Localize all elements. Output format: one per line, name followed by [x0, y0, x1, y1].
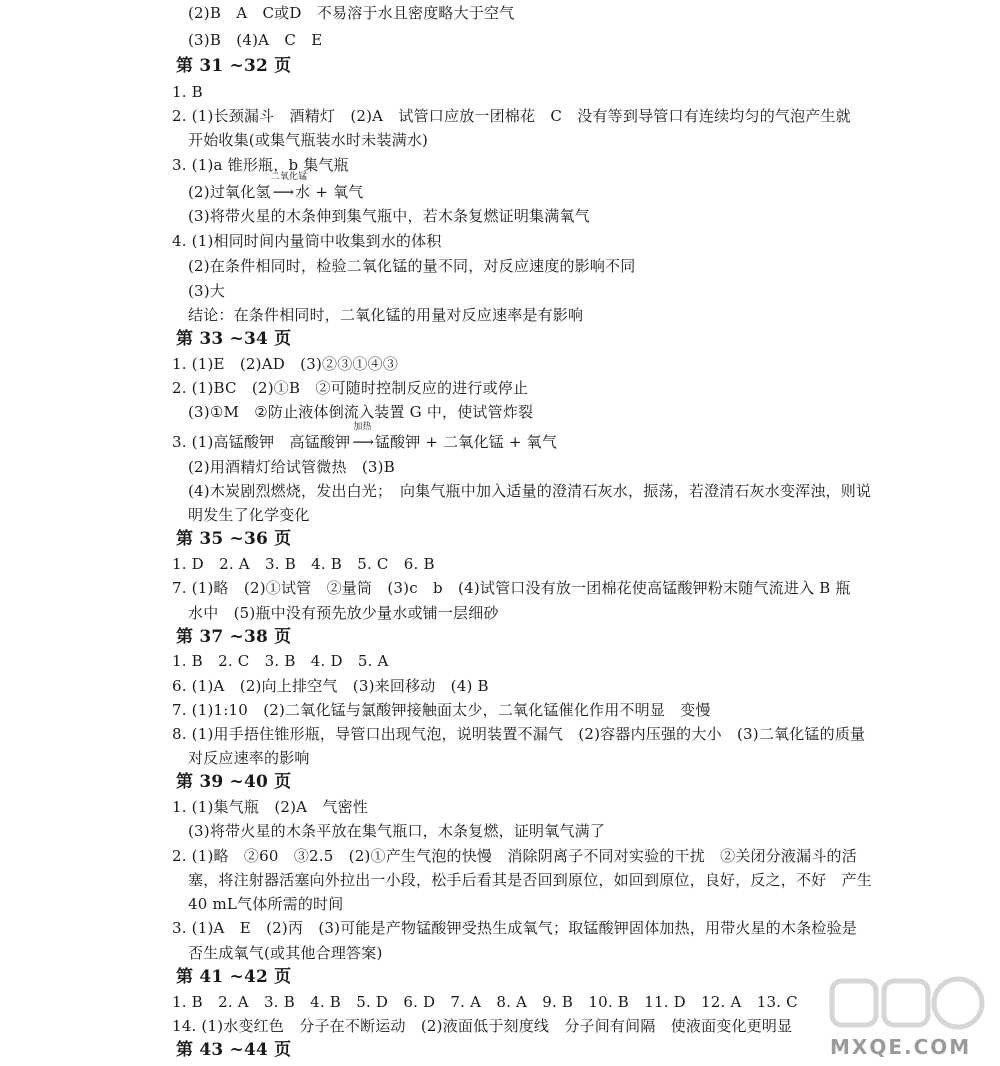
answer-line: 3. (1)A E (2)丙 (3)可能是产物锰酸钾受热生成氧气；取锰酸钾固体加热，用带火星的木条检验是: [172, 919, 858, 937]
reaction-reactant: 3. (1)高锰酸钾 高锰酸钾: [172, 433, 351, 451]
answer-line: 明发生了化学变化: [188, 506, 310, 524]
answer-line: 6. (1)A (2)向上排空气 (3)来回移动 (4) B: [172, 677, 489, 695]
answer-line: 4. (1)相同时间内量筒中收集到水的体积: [172, 232, 442, 250]
watermark-text: MXQE.COM: [830, 1035, 972, 1059]
page-range-heading: 第 41 ~42 页: [176, 967, 292, 987]
answer-line: (2)在条件相同时，检验二氧化锰的量不同，对反应速度的影响不同: [188, 257, 636, 275]
answer-line: 1. B 2. C 3. B 4. D 5. A: [172, 652, 389, 670]
answer-line: 1. D 2. A 3. B 4. B 5. C 6. B: [172, 555, 435, 573]
answer-line: 14. (1)水变红色 分子在不断运动 (2)液面低于刻度线 分子间有间隔 使液面变化更明显: [172, 1017, 793, 1035]
answer-line: 否生成氧气(或其他合理答案): [188, 944, 383, 962]
answer-line: (3)B (4)A C E: [188, 31, 323, 49]
answer-line: 水中 (5)瓶中没有预先放少量水或铺一层细砂: [188, 604, 499, 622]
reaction-reactant: (2)过氧化氢: [188, 183, 271, 201]
reaction-condition: 加热: [353, 422, 372, 432]
answer-line: 40 mL气体所需的时间: [188, 895, 344, 913]
reaction-condition: 二氧化锰: [270, 172, 308, 182]
page-range-heading: 第 31 ~32 页: [176, 56, 292, 76]
answer-line: 1. B: [172, 83, 203, 101]
answer-line: 结论：在条件相同时，二氧化锰的用量对反应速率是有影响: [188, 306, 584, 324]
reaction-line: [172, 422, 558, 452]
answer-line: (2)用酒精灯给试管微热 (3)B: [188, 458, 395, 476]
page-range-heading: 第 37 ~38 页: [176, 627, 292, 647]
answer-line: (3)将带火星的木条平放在集气瓶口，木条复燃，证明氧气满了: [188, 822, 606, 840]
answer-line: (4)木炭剧烈燃烧，发出白光； 向集气瓶中加入适量的澄清石灰水，振荡，若澄清石灰水变浑浊，则说: [188, 482, 872, 500]
reaction-line: [188, 172, 364, 202]
arrow-icon: ⟶: [352, 433, 373, 451]
answer-line: 8. (1)用手捂住锥形瓶，导管口出现气泡，说明装置不漏气 (2)容器内压强的大小 (3)二氧化锰的质量: [172, 725, 866, 743]
answer-line: 塞，将注射器活塞向外拉出一小段，松手后看其是否回到原位，如回到原位，良好，反之，不好 产生: [188, 871, 873, 889]
page-range-heading: 第 43 ~44 页: [176, 1040, 292, 1060]
answer-line: 7. (1)1:10 (2)二氧化锰与氯酸钾接触面太少，二氧化锰催化作用不明显 变慢: [172, 701, 711, 719]
answer-line: 开始收集(或集气瓶装水时未装满水): [188, 131, 429, 149]
answer-line: 2. (1)BC (2)①B ②可随时控制反应的进行或停止: [172, 379, 529, 397]
answer-line: 2. (1)长颈漏斗 酒精灯 (2)A 试管口应放一团棉花 C 没有等到导管口有连续均匀的气泡产生就: [172, 107, 851, 125]
answer-line: (3)①M ②防止液体倒流入装置 G 中，使试管炸裂: [188, 403, 534, 421]
answer-line: 对反应速率的影响: [188, 749, 310, 767]
answer-line: 1. (1)集气瓶 (2)A 气密性: [172, 798, 369, 816]
reaction-arrow: [350, 422, 375, 452]
page-range-heading: 第 39 ~40 页: [176, 772, 292, 792]
reaction-product: 水 + 氧气: [295, 183, 364, 201]
answer-line: (3)大: [188, 282, 226, 300]
answer-line: 1. B 2. A 3. B 4. B 5. D 6. D 7. A 8. A 9. B 10. B 11. D 12. A 13. C: [172, 993, 798, 1011]
answer-line: 1. (1)E (2)AD (3)②③①④③: [172, 355, 399, 373]
answer-line: 7. (1)略 (2)①试管 ②量筒 (3)c b (4)试管口没有放一团棉花使高锰酸钾粉末随气流进入 B 瓶: [172, 579, 851, 597]
answer-line: (3)将带火星的木条伸到集气瓶中，若木条复燃证明集满氧气: [188, 207, 590, 225]
arrow-icon: ⟶: [272, 183, 294, 201]
answer-line: 3. (1)a 锥形瓶，b 集气瓶: [172, 156, 349, 174]
page-range-heading: 第 35 ~36 页: [176, 529, 292, 549]
reaction-product: 锰酸钾 + 二氧化锰 + 氧气: [374, 433, 558, 451]
page-range-heading: 第 33 ~34 页: [176, 329, 292, 349]
answer-line: (2)B A C或D 不易溶于水且密度略大于空气: [188, 4, 515, 22]
reaction-arrow: [270, 172, 308, 202]
answer-line: 2. (1)略 ②60 ③2.5 (2)①产生气泡的快慢 消除阴离子不同对实验的干扰 ②关闭分液漏斗的活: [172, 847, 857, 865]
